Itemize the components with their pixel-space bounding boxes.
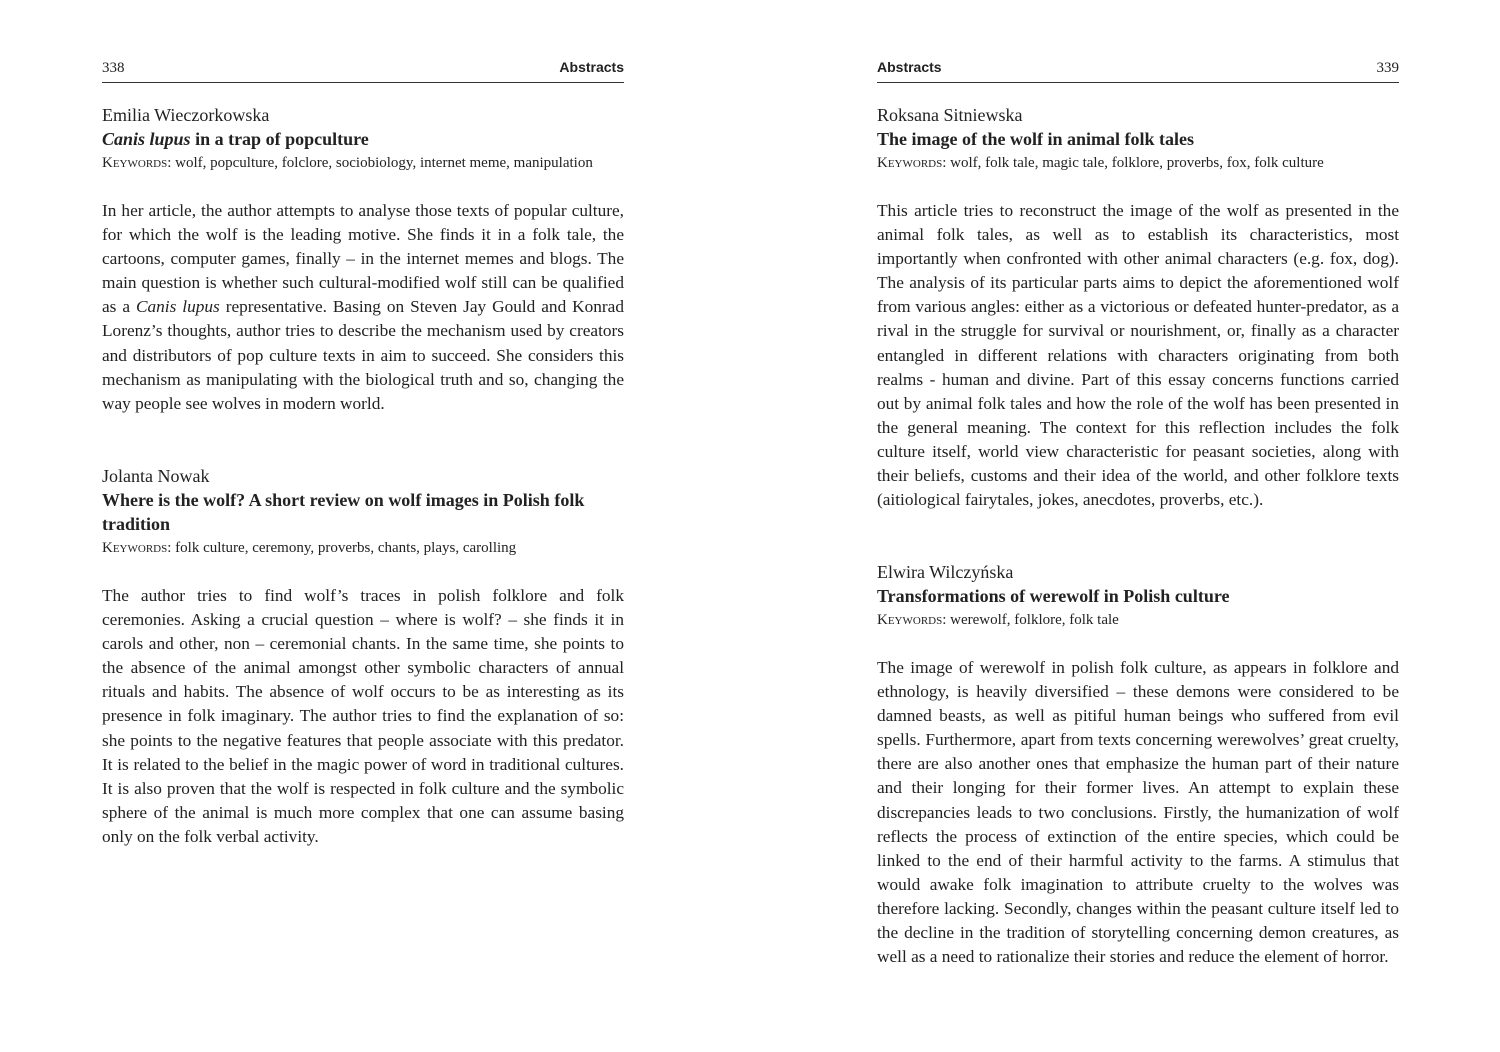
- abstract-keywords: [877, 608, 1399, 632]
- abstract: [877, 560, 1399, 969]
- keywords-label: Keywords: [102, 155, 168, 171]
- abstract-title: The image of the wolf in animal folk tales: [877, 129, 1194, 149]
- abstract-title: Where is the wolf? A short review on wolf images in Polish folk tradition: [102, 490, 585, 534]
- keywords-list: : wolf, popculture, folclore, sociobiology, internet meme, manipulation: [167, 155, 593, 171]
- abstract: [877, 103, 1399, 512]
- abstract-text: [102, 199, 624, 416]
- abstract-author: Elwira Wilczyńska: [877, 562, 1014, 582]
- abstract-title-italic: Canis lupus: [102, 129, 191, 149]
- keywords-list: : wolf, folk tale, magic tale, folklore, proverbs, fox, folk culture: [942, 155, 1324, 171]
- abstract: [102, 103, 624, 416]
- abstract-author: Jolanta Nowak: [102, 466, 210, 486]
- running-head-title: Abstracts: [559, 59, 624, 75]
- keywords-list: : folk culture, ceremony, proverbs, chants, plays, carolling: [167, 540, 517, 556]
- abstract-text: The image of werewolf in polish folk culture, as appears in folklore and ethnology, is heavily diversified – these demons were considered to be damned beasts, as well as pitiful human beings who suffered from evil spells. Furthermore, apart from texts concerning werewolves’ great cruelty, there are also another ones that emphasize the human part of their nature and their longing for their former lives. An attempt to explain these discrepancies leads to two conclusions. Firstly, the humanization of wolf reflects the process of extinction of the entire species, which could be linked to the end of their harmful activity to the farms. A stimulus that would awake folk imagination to attribute cruelty to the wolves was therefore lacking. Secondly, changes within the peasant culture itself led to the decline in the tradition of storytelling concerning demon creatures, as well as a need to rationalize their stories and reduce the element of horror.: [877, 658, 1399, 967]
- keywords-label: Keywords: [877, 612, 943, 628]
- abstract-title: [102, 127, 624, 151]
- abstract-text-part: representative. Basing on Steven Jay Gould and Konrad Lorenz’s thoughts, author tries to describe the mechanism used by creators and distributors of pop culture texts in aim to succeed. She considers this mechanism as manipulating with the biological truth and so, changing the way people see wolves in modern world.: [102, 297, 624, 413]
- keywords-list: : werewolf, folklore, folk tale: [942, 612, 1119, 628]
- abstract-author: Roksana Sitniewska: [877, 105, 1023, 125]
- running-head-title: Abstracts: [877, 59, 942, 75]
- abstract-text-part: In her article, the author attempts to analyse those texts of popular culture, for which the wolf is the leading motive. She finds it in a folk tale, the cartoons, computer games, finally – in the internet memes and blogs. The main question is whether such cultural-modified wolf still can be qualified as a: [102, 201, 624, 317]
- keywords-label: Keywords: [102, 540, 168, 556]
- abstract-keywords: [102, 151, 624, 175]
- abstract-keywords: [877, 151, 1399, 175]
- abstract-keywords: [102, 536, 624, 560]
- abstract-title-rest: in a trap of popculture: [190, 129, 369, 149]
- abstract-title: Transformations of werewolf in Polish culture: [877, 586, 1230, 606]
- page-number: 339: [1376, 60, 1399, 76]
- page-number: 338: [102, 60, 125, 76]
- abstract-text: The author tries to find wolf’s traces in polish folklore and folk ceremonies. Asking a crucial question – where is wolf? – she finds it in carols and other, non – ceremonial chants. In the same time, she points to the absence of the animal amongst other symbolic characters of annual rituals and habits. The absence of wolf occurs to be as interesting as its presence in folk imaginary. The author tries to find the explanation of so: she points to the negative features that people associate with this predator. It is related to the belief in the magic power of word in traditional cultures. It is also proven that the wolf is respected in folk culture and the symbolic sphere of the animal is much more complex that one can assume basing only on the folk verbal activity.: [102, 586, 624, 846]
- abstract-text-italic: Canis lupus: [136, 297, 220, 317]
- keywords-label: Keywords: [877, 155, 943, 171]
- running-head: [102, 58, 624, 83]
- running-head: [877, 58, 1399, 83]
- abstract-author: Emilia Wieczorkowska: [102, 105, 270, 125]
- abstract-text: This article tries to reconstruct the image of the wolf as presented in the animal folk tales, as well as to establish its characteristics, most importantly when confronted with other animal characters (e.g. fox, dog). The analysis of its particular parts aims to depict the aforementioned wolf from various angles: either as a victorious or defeated hunter-predator, as a rival in the struggle for survival or nourishment, or, finally as a character entangled in different relations with characters originating from both realms - human and divine. Part of this essay concerns functions carried out by animal folk tales and how the role of the wolf has been presented in the general meaning. The context for this reflection includes the folk culture itself, world view characteristic for peasant societies, along with their beliefs, customs and their idea of the world, and other folklore texts (aitiological fairytales, jokes, anecdotes, proverbs, etc.).: [877, 201, 1399, 510]
- abstract: [102, 464, 624, 849]
